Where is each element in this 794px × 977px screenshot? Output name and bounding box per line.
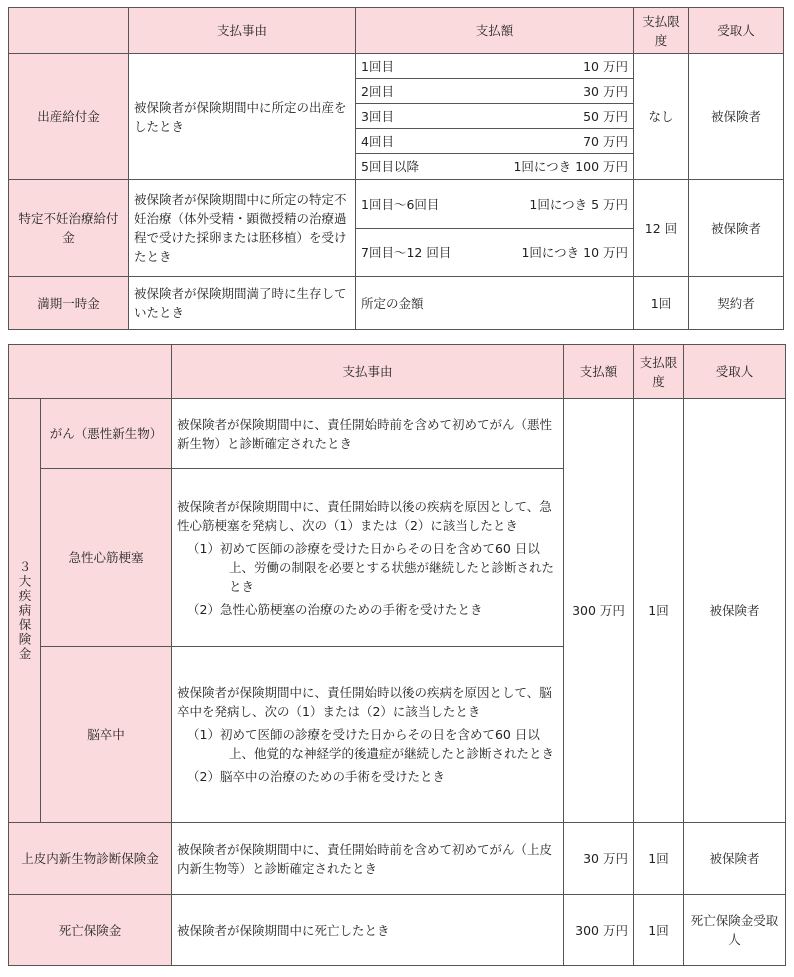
header-reason: 支払事由 <box>172 345 564 399</box>
birth-benefit-recipient: 被保険者 <box>689 54 784 180</box>
mi-condition-2: （2）急性心筋梗塞の治療のための手術を受けたとき <box>187 601 483 617</box>
maturity-benefit-recipient: 契約者 <box>689 277 784 330</box>
header-amount: 支払額 <box>564 345 634 399</box>
major-illness-name: ３大疾病保険金 <box>9 399 41 823</box>
major-illness-limit: 1回 <box>634 399 684 823</box>
death-benefit-recipient: 死亡保険金受取人 <box>684 895 786 966</box>
stroke-condition-2: （2）脳卒中の治療のための手術を受けたとき <box>187 769 445 784</box>
header-reason: 支払事由 <box>129 8 356 54</box>
header-amount: 支払額 <box>356 8 634 54</box>
birth-row-1: 1回目 10 万円 <box>356 54 634 79</box>
header-recipient: 受取人 <box>684 345 786 399</box>
maturity-benefit-limit: 1回 <box>634 277 689 330</box>
header-blank <box>9 8 129 54</box>
infertility-benefit-reason: 被保険者が保険期間中に所定の特定不妊治療（体外受精・顕微授精の治療過程で受けた採卵または胚移植）を受けたとき <box>129 180 356 277</box>
benefits-table-2 <box>8 344 786 966</box>
header-limit: 支払限度 <box>634 8 689 54</box>
birth-row-3: 3回目 50 万円 <box>356 104 634 129</box>
carcinoma-benefit-recipient: 被保険者 <box>684 823 786 895</box>
death-benefit-amount: 300 万円 <box>564 895 634 966</box>
birth-row-4: 4回目 70 万円 <box>356 129 634 154</box>
maturity-benefit-amount: 所定の金額 <box>356 277 634 330</box>
infertility-benefit-limit: 12 回 <box>634 180 689 277</box>
major-illness-amount: 300 万円 <box>564 399 634 823</box>
infertility-row-1: 1回目～6回目 1回につき 5 万円 <box>356 180 634 229</box>
header-recipient: 受取人 <box>689 8 784 54</box>
death-benefit-name: 死亡保険金 <box>9 895 172 966</box>
infertility-row-2: 7回目～12 回目 1回につき 10 万円 <box>356 229 634 277</box>
major-illness-recipient: 被保険者 <box>684 399 786 823</box>
mi-name: 急性心筋梗塞 <box>41 469 172 647</box>
cancer-name: がん（悪性新生物） <box>41 399 172 469</box>
header-limit: 支払限度 <box>634 345 684 399</box>
death-benefit-reason: 被保険者が保険期間中に死亡したとき <box>172 895 564 966</box>
birth-benefit-name: 出産給付金 <box>9 54 129 180</box>
stroke-reason <box>172 647 564 823</box>
birth-benefit-reason: 被保険者が保険期間中に所定の出産をしたとき <box>129 54 356 180</box>
carcinoma-benefit-amount: 30 万円 <box>564 823 634 895</box>
benefits-table-1 <box>8 7 784 330</box>
stroke-condition-1: （1）初めて医師の診療を受けた日からその日を含めて60 日以上、他覚的な神経学的後遺症が継続したと診断されたとき <box>187 727 555 761</box>
header-blank <box>9 345 172 399</box>
death-benefit-limit: 1回 <box>634 895 684 966</box>
mi-condition-1: （1）初めて医師の診療を受けた日からその日を含めて60 日以上、労働の制限を必要とする状態が継続したと診断されたとき <box>187 540 555 594</box>
birth-row-2: 2回目 30 万円 <box>356 79 634 104</box>
maturity-benefit-name: 満期一時金 <box>9 277 129 330</box>
infertility-benefit-name: 特定不妊治療給付金 <box>9 180 129 277</box>
stroke-reason-text: 被保険者が保険期間中に、責任開始時以後の疾病を原因として、脳卒中を発病し、次の（1）または（2）に該当したとき <box>177 685 552 719</box>
mi-reason <box>172 469 564 647</box>
carcinoma-benefit-name: 上皮内新生物診断保険金 <box>9 823 172 895</box>
cancer-reason: 被保険者が保険期間中に、責任開始時前を含めて初めてがん（悪性新生物）と診断確定されたとき <box>172 399 564 469</box>
maturity-benefit-reason: 被保険者が保険期間満了時に生存していたとき <box>129 277 356 330</box>
carcinoma-benefit-limit: 1回 <box>634 823 684 895</box>
carcinoma-benefit-reason: 被保険者が保険期間中に、責任開始時前を含めて初めてがん（上皮内新生物等）と診断確定されたとき <box>172 823 564 895</box>
birth-row-5: 5回目以降 1回につき 100 万円 <box>356 154 634 180</box>
stroke-name: 脳卒中 <box>41 647 172 823</box>
infertility-benefit-recipient: 被保険者 <box>689 180 784 277</box>
mi-reason-text: 被保険者が保険期間中に、責任開始時以後の疾病を原因として、急性心筋梗塞を発病し、次の（1）または（2）に該当したとき <box>177 498 552 533</box>
birth-benefit-limit: なし <box>634 54 689 180</box>
